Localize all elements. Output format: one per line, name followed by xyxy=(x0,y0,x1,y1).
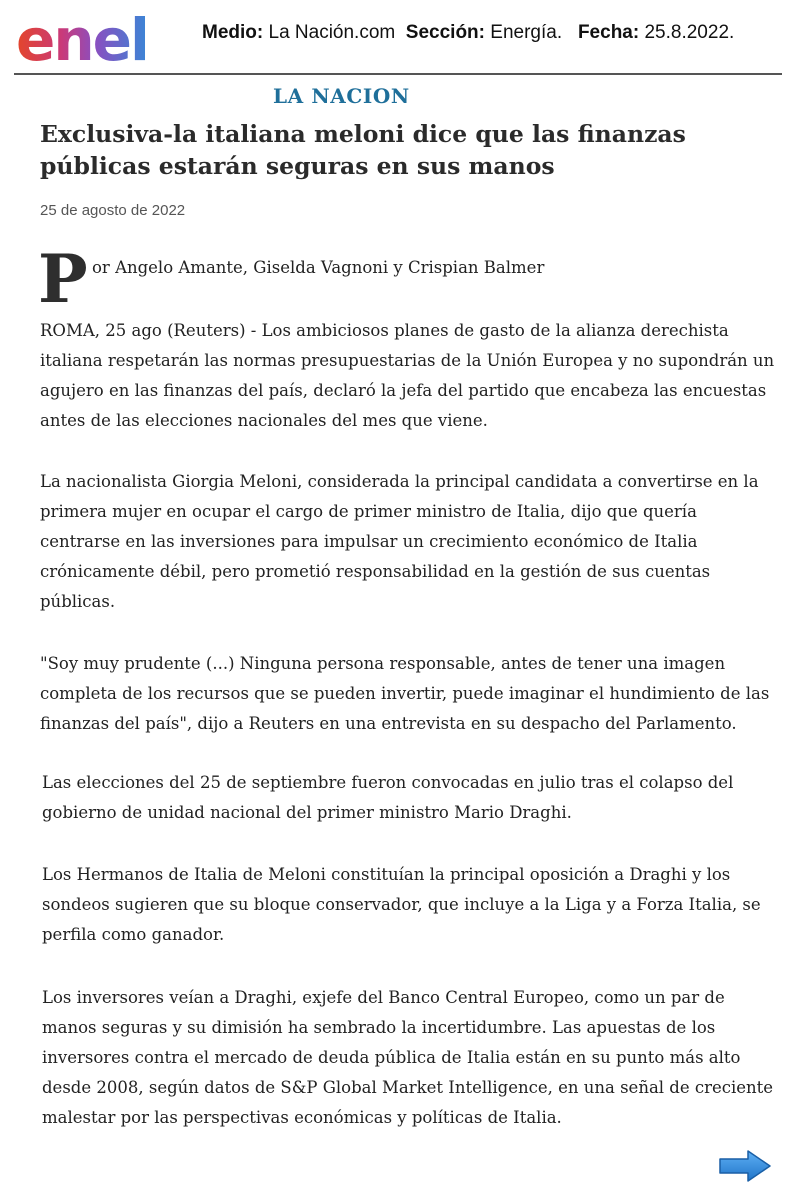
seccion-value: Energía. xyxy=(490,22,563,43)
article-date: 25 de agosto de 2022 xyxy=(40,202,186,219)
article-paragraph: Las elecciones del 25 de septiembre fueron convocadas en julio tras el colapso del gobierno de unidad nacional del primer ministro Mario Draghi. xyxy=(42,773,734,822)
seccion-label: Sección: xyxy=(405,22,485,43)
article-headline: Exclusiva-la italiana meloni dice que las finanzas públicas estarán seguras en sus manos xyxy=(40,120,686,180)
enel-logo xyxy=(16,8,176,68)
fecha-label: Fecha: xyxy=(577,22,640,43)
article-paragraph: ROMA, 25 ago (Reuters) - Los ambiciosos planes de gasto de la alianza derechista italiana respetarán las normas presupuestarias de la Unión Europea y no supondrán un agujero en las finanzas del país, declaró la jefa del partido que encabeza las encuestas antes de las elecciones nacionales del mes que viene. xyxy=(40,321,775,430)
article-paragraph: Los Hermanos de Italia de Meloni constituían la principal oposición a Draghi y los sondeos sugieren que su bloque conservador, que incluye a la Liga y a Forza Italia, se perfila como ganador. xyxy=(42,865,761,944)
article-byline: or Angelo Amante, Giselda Vagnoni y Crispian Balmer xyxy=(92,258,545,277)
medio-label: Medio: xyxy=(202,22,264,43)
drop-cap: P xyxy=(38,240,88,318)
article-paragraph: "Soy muy prudente (...) Ninguna persona responsable, antes de tener una imagen completa de los recursos que se pueden invertir, puede imaginar el hundimiento de las finanzas del país", dijo a Reuters en una entrevista en su despacho del Parlamento. xyxy=(40,654,770,733)
arrow-right-icon[interactable] xyxy=(718,1149,772,1183)
medio-value: La Nación.com xyxy=(268,22,396,43)
newspaper-masthead: LA NACION xyxy=(273,84,410,108)
article-paragraph: La nacionalista Giorgia Meloni, considerada la principal candidata a convertirse en la primera mujer en ocupar el cargo de primer ministro de Italia, dijo que quería centrarse en las inversiones para impulsar un crecimiento económico de Italia crónicamente débil, pero prometió responsabilidad en la gestión de sus cuentas públicas. xyxy=(40,472,759,611)
svg-text:enel: enel xyxy=(16,8,148,68)
document-meta xyxy=(202,22,734,44)
header-divider xyxy=(14,73,782,75)
article-paragraph: Los inversores veían a Draghi, exjefe del Banco Central Europeo, como un par de manos seguras y su dimisión ha sembrado la incertidumbre. Las apuestas de los inversores contra el mercado de deuda pública de Italia están en su punto más alto desde 2008, según datos de S&P Global Market Intelligence, en una señal de creciente malestar por las perspectivas económicas y políticas de Italia. xyxy=(42,988,774,1127)
fecha-value: 25.8.2022. xyxy=(644,22,735,43)
